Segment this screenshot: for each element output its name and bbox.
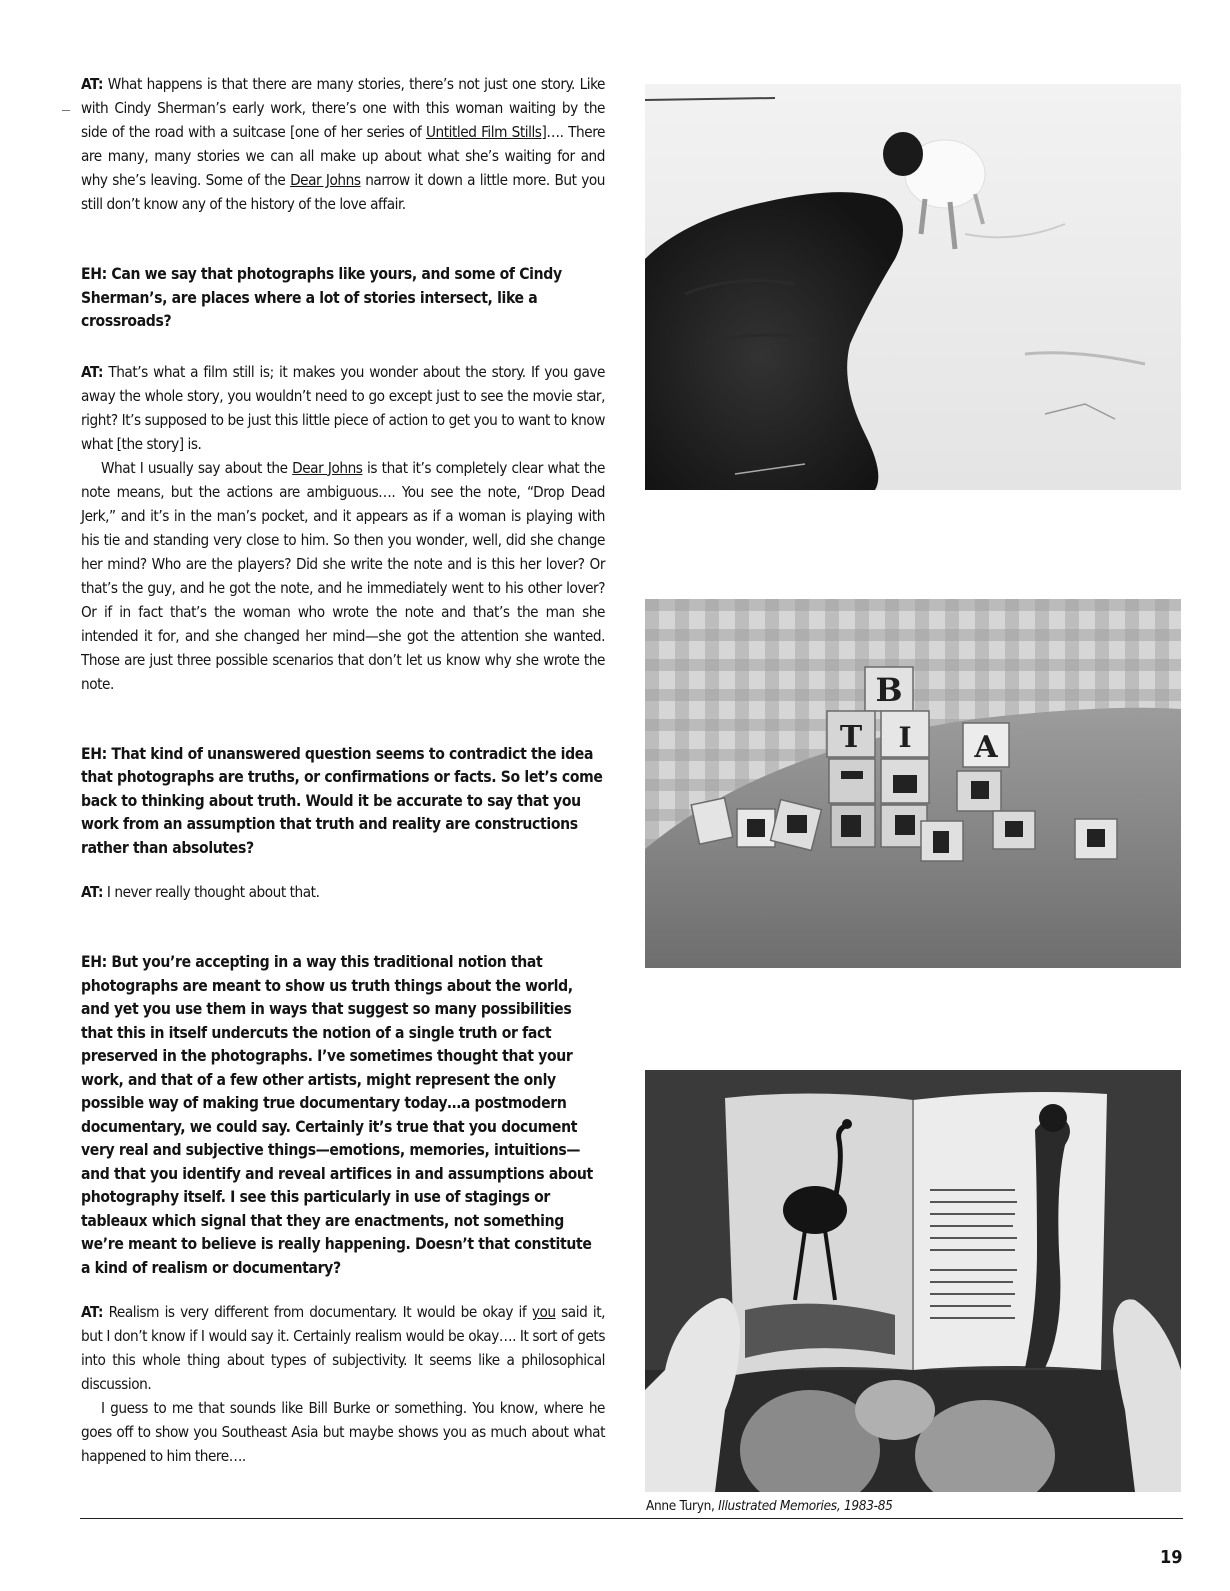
title-dear-johns: Dear Johns: [292, 458, 363, 477]
answer-paragraph-6: I guess to me that sounds like Bill Burke or something. You know, where he goes off to show you Southeast Asia but maybe shows you as much about what happened to him there….: [81, 1399, 605, 1465]
photo-ostrich-book: [645, 1070, 1181, 1492]
speaker-label: AT:: [81, 883, 104, 901]
question-3: EH: But you’re accepting in a way this traditional notion that photographs are meant to show us truth things about the world, and yet you use them in ways that suggest so many possibilities that this in itself undercuts the notion of a single truth or fact preserved in the photographs. I’ve sometimes thought that your work, and that of a few other artists, might represent the only possible way of making true documentary today…a postmodern documentary, we could say. Certainly it’s true that you document very real and subjective things—emotions, memories, intuitions—and that you identify and reveal artifices in and assumptions about photography itself. I see this particularly in use of stagings or tableaux which signal that they are enactments, not something we’re meant to believe is really happening. Doesn’t that constitute a kind of realism or documentary?: [81, 953, 593, 1277]
block-letter: B: [875, 671, 903, 709]
answer-paragraph-2: AT: That’s what a film still is; it makes you wonder about the story. If you gave away the whole story, you wouldn’t need to go except just to see the movie star, right? It’s supposed to be just this little piece of action to get you to want to know what [the story] is.: [81, 362, 605, 453]
title-dear-johns: Dear Johns: [290, 171, 361, 189]
footer-rule: [80, 1518, 1183, 1519]
answer-paragraph-5: AT: Realism is very different from documentary. It would be okay if you said it, but I don’t know if I would say it. Certainly realism would be okay…. It sort of gets into this whole thing about types of subjectivity. It seems like a philosophical discussion.: [81, 1303, 605, 1393]
block-letter: T: [839, 720, 863, 755]
emphasis-you: you: [531, 1303, 556, 1321]
block-letter: A: [974, 730, 998, 765]
answer-paragraph-4: AT: I never really thought about that.: [81, 883, 320, 901]
photo-letter-blocks-image: [645, 599, 1181, 968]
photo-ostrich-book-image: [645, 1070, 1181, 1492]
caption-work-title: Illustrated Memories, 1983-85: [718, 1498, 893, 1514]
interview-text-column: [81, 72, 605, 1468]
photo-mitten-and-dog: [645, 84, 1181, 490]
question-2: EH: That kind of unanswered question seems to contradict the idea that photographs are truths, or confirmations or facts. So let’s come back to thinking about truth. Would it be accurate to say that you work from an assumption that truth and reality are constructions rather than absolutes?: [81, 744, 603, 857]
photo-mitten-and-dog-image: [645, 84, 1181, 490]
photo-letter-blocks: [645, 599, 1181, 968]
speaker-label: AT:: [81, 362, 104, 381]
question-1: EH: Can we say that photographs like yours, and some of Cindy Sherman’s, are places where a lot of stories intersect, like a crossroads?: [81, 265, 562, 330]
speaker-label: AT:: [81, 75, 104, 93]
photo-caption: [646, 1498, 893, 1514]
caption-artist: Anne Turyn,: [646, 1498, 719, 1514]
title-untitled-film-stills: Untitled Film Stills: [425, 123, 542, 141]
margin-mark: [62, 110, 70, 111]
speaker-label: AT:: [81, 1303, 104, 1321]
block-letter: I: [898, 721, 912, 754]
page-number: 19: [1160, 1547, 1183, 1568]
answer-paragraph-1: AT: What happens is that there are many stories, there’s not just one story. Like with Cindy Sherman’s early work, there’s one with this woman waiting by the side of the road with a suitcase [one of her series of Untitled Film Stills]…. There are many, many stories we can all make up about what she’s waiting for and why she’s leaving. Some of the Dear Johns narrow it down a little more. But you still don’t know any of the history of the love affair.: [81, 75, 605, 213]
answer-paragraph-3: What I usually say about the Dear Johns is that it’s completely clear what the note means, but the actions are ambiguous…. You see the note, “Drop Dead Jerk,” and it’s in the man’s pocket, and it appears as if a woman is playing with his tie and standing very close to him. So then you wonder, well, did she change her mind? Who are the players? Did she write the note and is this her lover? Or that’s the guy, and he got the note, and he immediately went to his other lover? Or if in fact that’s the woman who wrote the note and that’s the man she intended it for, and she changed her mind—she got the attention she wanted. Those are just three possible scenarios that don’t let us know why she wrote the note.: [81, 458, 605, 693]
